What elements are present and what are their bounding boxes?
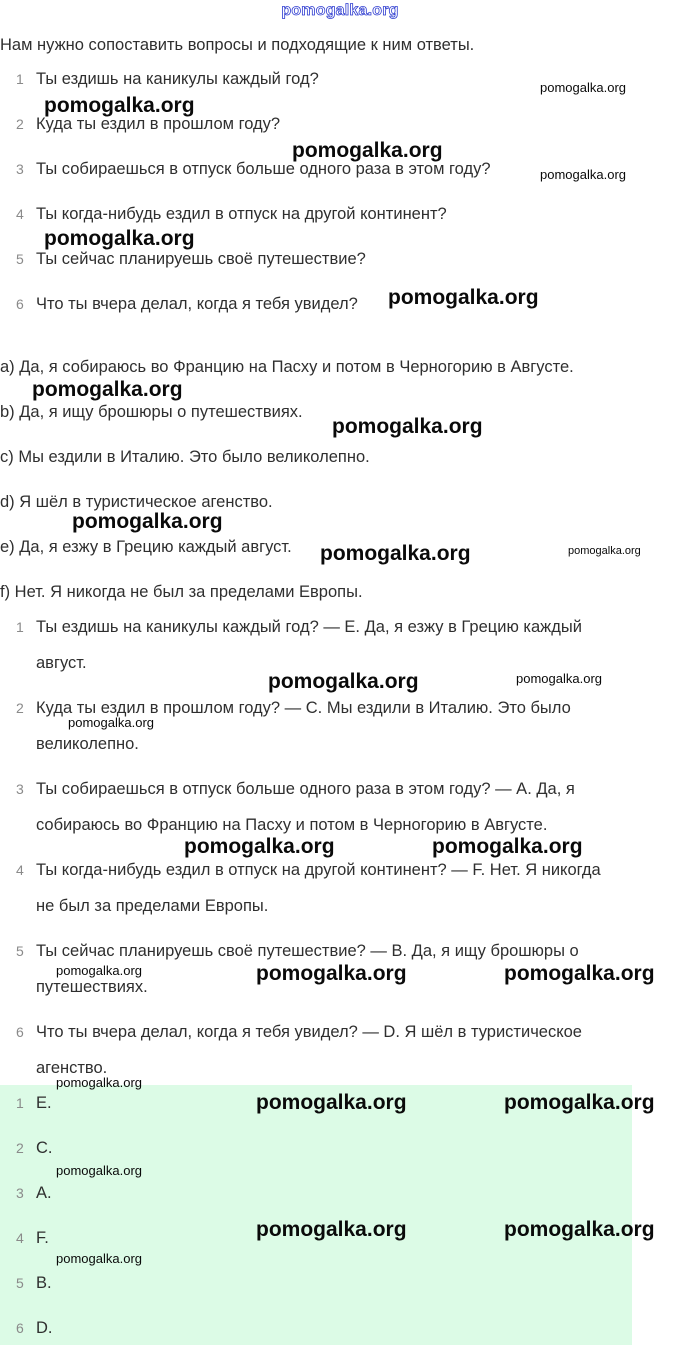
match-text-continued: август.: [36, 654, 87, 672]
answer-option: a) Да, я собираюсь во Францию на Пасху и потом в Черногорию в Августе.: [0, 358, 574, 376]
match-number: 2: [16, 700, 24, 716]
watermark: pomogalka.org: [184, 835, 335, 858]
question-text: Ты когда-нибудь ездил в отпуск на другой континент?: [36, 205, 447, 223]
question-number: 4: [16, 206, 24, 222]
watermark: pomogalka.org: [504, 1218, 655, 1241]
watermark: pomogalka.org: [516, 671, 602, 686]
final-answer-number: 4: [16, 1230, 24, 1246]
watermark: pomogalka.org: [504, 1091, 655, 1114]
watermark: pomogalka.org: [56, 1251, 142, 1266]
watermark: pomogalka.org: [540, 80, 626, 95]
match-text: Ты сейчас планируешь своё путешествие? — B. Да, я ищу брошюры о: [36, 942, 579, 960]
final-answer-letter: F.: [36, 1229, 49, 1247]
question-text: Ты сейчас планируешь своё путешествие?: [36, 250, 366, 268]
match-text-continued: великолепно.: [36, 735, 139, 753]
watermark: pomogalka.org: [44, 94, 195, 117]
final-answer-letter: A.: [36, 1184, 52, 1202]
watermark: pomogalka.org: [292, 139, 443, 162]
match-text: Ты собираешься в отпуск больше одного раза в этом году? — A. Да, я: [36, 780, 575, 798]
final-answer-letter: B.: [36, 1274, 52, 1292]
watermark: pomogalka.org: [44, 227, 195, 250]
answer-option: b) Да, я ищу брошюры о путешествиях.: [0, 403, 303, 421]
question-number: 2: [16, 116, 24, 132]
watermark: pomogalka.org: [56, 1075, 142, 1090]
watermark: pomogalka.org: [256, 1218, 407, 1241]
task-intro: Нам нужно сопоставить вопросы и подходящие к ним ответы.: [0, 36, 475, 54]
question-text: Куда ты ездил в прошлом году?: [36, 115, 281, 133]
answers-highlight-panel: [0, 1085, 632, 1345]
match-number: 3: [16, 781, 24, 797]
answer-option: e) Да, я езжу в Грецию каждый август.: [0, 538, 292, 556]
question-number: 6: [16, 296, 24, 312]
question-text: Что ты вчера делал, когда я тебя увидел?: [36, 295, 358, 313]
watermark: pomogalka.org: [68, 715, 154, 730]
watermark: pomogalka.org: [504, 962, 655, 985]
match-number: 4: [16, 862, 24, 878]
match-number: 6: [16, 1024, 24, 1040]
question-number: 5: [16, 251, 24, 267]
watermark: pomogalka.org: [56, 1163, 142, 1178]
site-logo[interactable]: pomogalka.org: [281, 2, 399, 19]
final-answer-number: 6: [16, 1320, 24, 1336]
watermark: pomogalka.org: [256, 962, 407, 985]
final-answer-letter: C.: [36, 1139, 53, 1157]
match-text-continued: агенство.: [36, 1059, 108, 1077]
watermark: pomogalka.org: [268, 670, 419, 693]
watermark: pomogalka.org: [256, 1091, 407, 1114]
match-number: 5: [16, 943, 24, 959]
match-text: Ты ездишь на каникулы каждый год? — E. Да, я езжу в Грецию каждый: [36, 618, 582, 636]
final-answer-number: 1: [16, 1095, 24, 1111]
final-answer-letter: E.: [36, 1094, 52, 1112]
watermark: pomogalka.org: [568, 545, 641, 557]
question-text: Ты собираешься в отпуск больше одного раза в этом году?: [36, 160, 491, 178]
watermark: pomogalka.org: [56, 963, 142, 978]
final-answer-number: 2: [16, 1140, 24, 1156]
final-answer-letter: D.: [36, 1319, 53, 1337]
final-answer-number: 3: [16, 1185, 24, 1201]
watermark: pomogalka.org: [332, 415, 483, 438]
match-number: 1: [16, 619, 24, 635]
match-text-continued: не был за пределами Европы.: [36, 897, 269, 915]
watermark: pomogalka.org: [32, 378, 183, 401]
match-text: Куда ты ездил в прошлом году? — C. Мы ездили в Италию. Это было: [36, 699, 571, 717]
watermark: pomogalka.org: [432, 835, 583, 858]
watermark: pomogalka.org: [540, 167, 626, 182]
watermark: pomogalka.org: [388, 286, 539, 309]
final-answer-number: 5: [16, 1275, 24, 1291]
question-number: 1: [16, 71, 24, 87]
match-text-continued: собираюсь во Францию на Пасху и потом в Черногорию в Августе.: [36, 816, 548, 834]
answer-option: f) Нет. Я никогда не был за пределами Европы.: [0, 583, 363, 601]
match-text: Ты когда-нибудь ездил в отпуск на другой континент? — F. Нет. Я никогда: [36, 861, 601, 879]
match-text-continued: путешествиях.: [36, 978, 148, 996]
match-text: Что ты вчера делал, когда я тебя увидел? — D. Я шёл в туристическое: [36, 1023, 582, 1041]
watermark: pomogalka.org: [320, 542, 471, 565]
question-number: 3: [16, 161, 24, 177]
question-text: Ты ездишь на каникулы каждый год?: [36, 70, 319, 88]
answer-option: d) Я шёл в туристическое агенство.: [0, 493, 273, 511]
answer-option: c) Мы ездили в Италию. Это было великолепно.: [0, 448, 370, 466]
watermark: pomogalka.org: [72, 510, 223, 533]
